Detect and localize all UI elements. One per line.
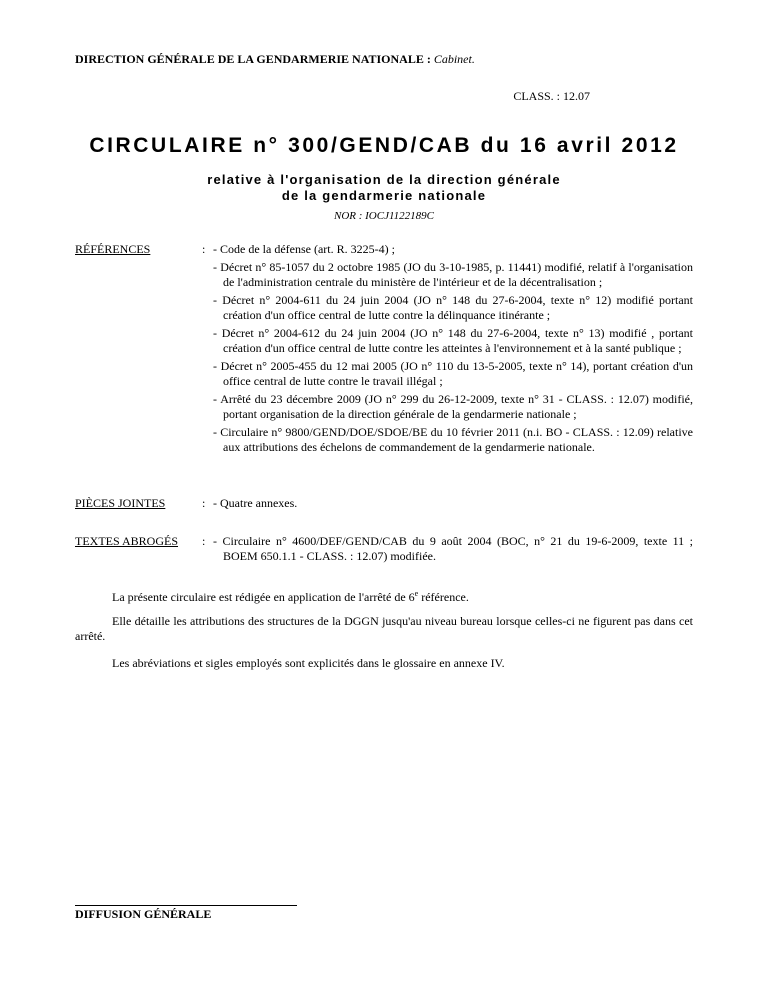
attachments-colon: : [202,496,206,510]
reference-item: - Décret n° 2005-455 du 12 mai 2005 (JO n° 110 du 13-5-2005, texte n° 14), portant création d'un office central de lutte contre le travail illégal ; [213,359,693,389]
references-colon: : [202,242,206,256]
document-subtitle-line1: relative à l'organisation de la direction générale [207,172,561,187]
document-title: CIRCULAIRE n° 300/GEND/CAB du 16 avril 2012 [89,134,679,157]
repealed-texts-list [213,534,693,567]
attachments-label: PIÈCES JOINTES [75,496,166,510]
p1-ordinal-suffix: e [414,589,419,598]
repealed-texts-label: TEXTES ABROGÉS [75,534,179,548]
issuing-authority [75,52,475,67]
diffusion-label: DIFFUSION GÉNÉRALE [75,907,212,921]
p1-text-before: La présente circulaire est rédigée en application de l'arrêté de 6 [112,590,415,604]
attachment-item: - Quatre annexes. [213,496,693,511]
references-list [213,242,693,458]
reference-item: - Arrêté du 23 décembre 2009 (JO n° 299 du 26-12-2009, texte n° 31 - CLASS. : 12.07) modifié, portant organisation de la direction générale de la gendarmerie nationale ; [213,392,693,422]
footer-rule [75,905,297,906]
reference-item: - Décret n° 85-1057 du 2 octobre 1985 (JO du 3-10-1985, p. 11441) modifié, relatif à l'organisation de l'administration centrale du ministère de l'intérieur et de la décentralisation ; [213,260,693,290]
p1-text-after: référence. [418,590,469,604]
repealed-texts-colon: : [202,534,206,548]
references-label: RÉFÉRENCES [75,242,151,256]
reference-item: - Décret n° 2004-612 du 24 juin 2004 (JO n° 148 du 27-6-2004, texte n° 13) modifié , portant création d'un office central de lutte contre les atteintes à l'environnement et à la santé publique ; [213,326,693,356]
body-paragraph-2: Elle détaille les attributions des structures de la DGGN jusqu'au niveau bureau lorsque celles-ci ne figurent pas dans cet arrêté. [75,614,693,643]
reference-item: - Code de la défense (art. R. 3225-4) ; [213,242,693,257]
document-subtitle-line2: de la gendarmerie nationale [281,188,487,203]
body-paragraph-1 [75,586,693,605]
reference-item: - Circulaire n° 9800/GEND/DOE/SDOE/BE du 10 février 2011 (n.i. BO - CLASS. : 12.09) relative aux attributions des échelons de commandement de la gendarmerie nationale. [213,425,693,455]
repealed-item: - Circulaire n° 4600/DEF/GEND/CAB du 9 août 2004 (BOC, n° 21 du 19-6-2009, texte 11 ; BOEM 650.1.1 - CLASS. : 12.07) modifiée. [213,534,693,564]
classification-reference: CLASS. : 12.07 [513,89,590,103]
authority-name: DIRECTION GÉNÉRALE DE LA GENDARMERIE NATIONALE : [75,52,431,66]
authority-unit: Cabinet. [433,52,475,66]
reference-item: - Décret n° 2004-611 du 24 juin 2004 (JO n° 148 du 27-6-2004, texte n° 12) modifié portant création d'un office central de lutte contre la délinquance itinérante ; [213,293,693,323]
nor-number: NOR : IOCJ1122189C [333,210,434,222]
attachments-list [213,496,693,514]
body-paragraph-3: Les abréviations et sigles employés sont explicités dans le glossaire en annexe IV. [112,656,505,670]
